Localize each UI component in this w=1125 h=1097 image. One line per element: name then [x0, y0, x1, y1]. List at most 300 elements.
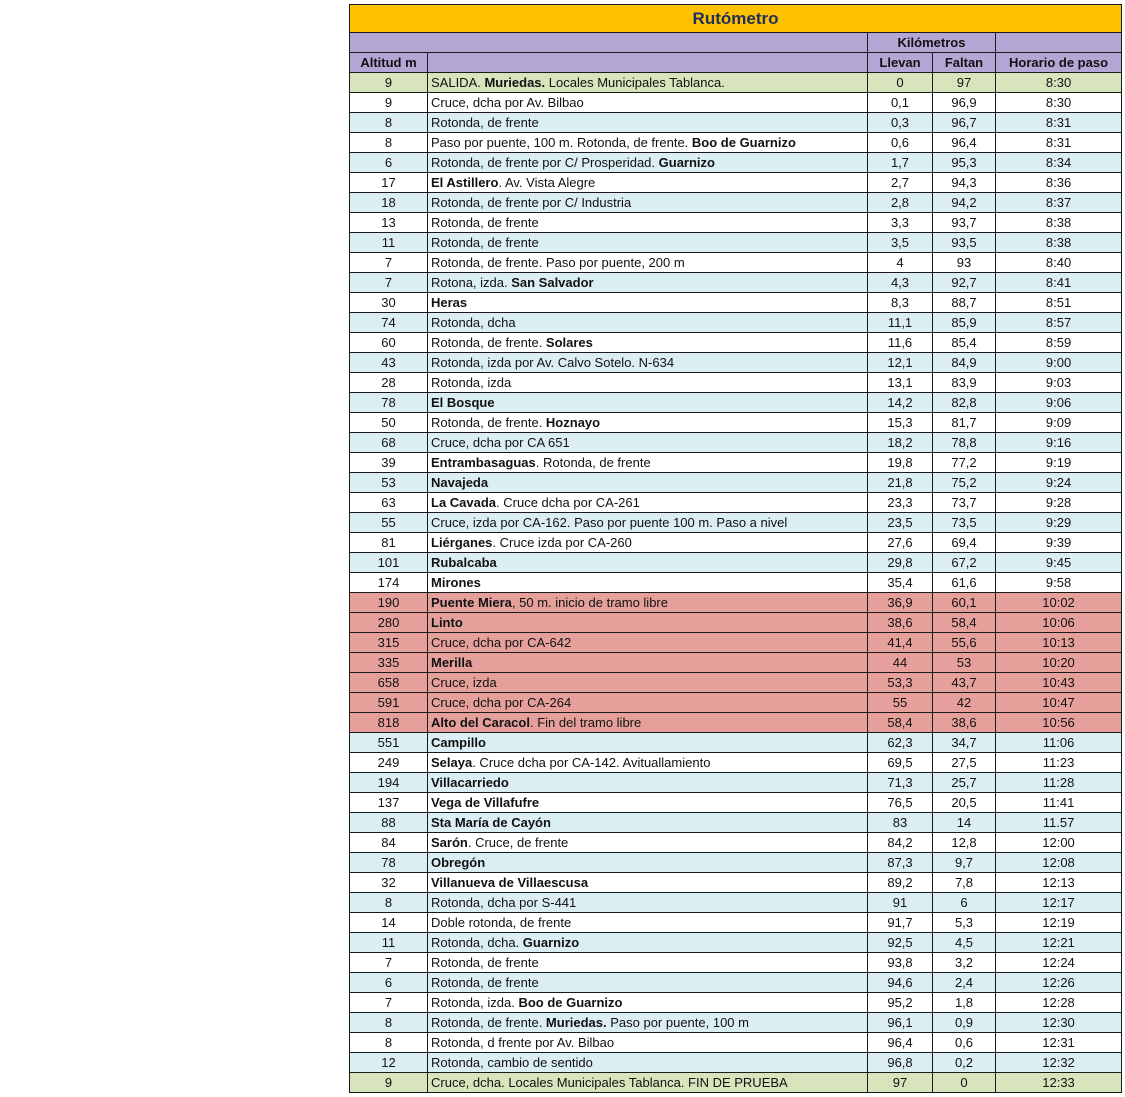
- km-left-cell: 78,8: [933, 433, 996, 453]
- description-text: , 50 m. inicio de tramo libre: [511, 595, 668, 610]
- km-done-cell: 15,3: [868, 413, 933, 433]
- table-row: [350, 773, 1122, 793]
- km-left-cell: 55,6: [933, 633, 996, 653]
- place-name: Sta María de Cayón: [431, 815, 551, 830]
- km-left-cell: 14: [933, 813, 996, 833]
- description-text: Rotonda, dcha.: [431, 935, 523, 950]
- km-left-cell: 93: [933, 253, 996, 273]
- km-done-cell: 84,2: [868, 833, 933, 853]
- km-left-cell: 5,3: [933, 913, 996, 933]
- place-name: Sarón: [431, 835, 468, 850]
- route-table-body: [350, 5, 1122, 1093]
- time-cell: 10:56: [996, 713, 1122, 733]
- km-left-cell: 38,6: [933, 713, 996, 733]
- km-left-cell: 7,8: [933, 873, 996, 893]
- altitude-cell: 11: [350, 933, 428, 953]
- description-text: Cruce, dcha. Locales Municipales Tablanca. FIN DE PRUEBA: [431, 1075, 788, 1090]
- table-row: [350, 133, 1122, 153]
- km-left-cell: 84,9: [933, 353, 996, 373]
- km-done-cell: 35,4: [868, 573, 933, 593]
- place-name: Rubalcaba: [431, 555, 497, 570]
- description-text: Rotonda, de frente.: [431, 415, 546, 430]
- km-done-cell: 21,8: [868, 473, 933, 493]
- km-left-cell: 0: [933, 1073, 996, 1093]
- table-row: [350, 493, 1122, 513]
- altitude-cell: 12: [350, 1053, 428, 1073]
- altitude-cell: 7: [350, 253, 428, 273]
- time-cell: 11:06: [996, 733, 1122, 753]
- description-text: Rotonda, dcha: [431, 315, 516, 330]
- description-cell: [428, 613, 868, 633]
- time-cell: 12:33: [996, 1073, 1122, 1093]
- table-row: [350, 253, 1122, 273]
- description-cell: [428, 473, 868, 493]
- place-name: Muriedas.: [545, 1015, 607, 1030]
- description-cell: [428, 653, 868, 673]
- altitude-cell: 28: [350, 373, 428, 393]
- place-name: Solares: [545, 335, 593, 350]
- time-cell: 8:59: [996, 333, 1122, 353]
- km-done-cell: 0,1: [868, 93, 933, 113]
- header-spacer-time: [996, 33, 1122, 53]
- altitude-cell: 315: [350, 633, 428, 653]
- km-left-cell: 77,2: [933, 453, 996, 473]
- altitude-cell: 7: [350, 273, 428, 293]
- sheet-title: Rutómetro: [350, 5, 1122, 33]
- km-left-cell: 0,6: [933, 1033, 996, 1053]
- altitude-cell: 78: [350, 393, 428, 413]
- time-cell: 12:00: [996, 833, 1122, 853]
- time-cell: 9:58: [996, 573, 1122, 593]
- description-cell: [428, 153, 868, 173]
- altitude-cell: 50: [350, 413, 428, 433]
- km-done-cell: 71,3: [868, 773, 933, 793]
- km-left-cell: 83,9: [933, 373, 996, 393]
- altitude-cell: 190: [350, 593, 428, 613]
- place-name: Heras: [431, 295, 468, 310]
- place-name: La Cavada: [431, 495, 497, 510]
- time-cell: 10:13: [996, 633, 1122, 653]
- km-done-cell: 41,4: [868, 633, 933, 653]
- km-done-cell: 13,1: [868, 373, 933, 393]
- km-left-cell: 94,3: [933, 173, 996, 193]
- description-cell: [428, 813, 868, 833]
- km-done-cell: 94,6: [868, 973, 933, 993]
- km-done-cell: 3,5: [868, 233, 933, 253]
- km-left-cell: 75,2: [933, 473, 996, 493]
- km-left-cell: 3,2: [933, 953, 996, 973]
- table-row: [350, 113, 1122, 133]
- table-row: [350, 293, 1122, 313]
- description-cell: [428, 173, 868, 193]
- km-left-cell: 96,7: [933, 113, 996, 133]
- time-cell: 9:06: [996, 393, 1122, 413]
- description-cell: [428, 433, 868, 453]
- description-cell: [428, 553, 868, 573]
- place-name: Villanueva de Villaescusa: [431, 875, 589, 890]
- description-text: . Cruce, de frente: [467, 835, 569, 850]
- km-done-cell: 23,3: [868, 493, 933, 513]
- time-cell: 12:32: [996, 1053, 1122, 1073]
- km-done-cell: 14,2: [868, 393, 933, 413]
- km-done-cell: 69,5: [868, 753, 933, 773]
- table-row: [350, 273, 1122, 293]
- altitude-cell: 74: [350, 313, 428, 333]
- description-text: Paso por puente, 100 m. Rotonda, de frente.: [431, 135, 692, 150]
- description-cell: [428, 753, 868, 773]
- altitude-cell: 9: [350, 93, 428, 113]
- table-row: [350, 313, 1122, 333]
- time-cell: 9:24: [996, 473, 1122, 493]
- description-cell: [428, 133, 868, 153]
- altitude-cell: 39: [350, 453, 428, 473]
- km-left-cell: 60,1: [933, 593, 996, 613]
- description-text: . Cruce dcha por CA-261: [496, 495, 640, 510]
- altitude-cell: 101: [350, 553, 428, 573]
- km-done-cell: 38,6: [868, 613, 933, 633]
- place-name: Campillo: [431, 735, 486, 750]
- description-cell: [428, 113, 868, 133]
- table-row: [350, 473, 1122, 493]
- place-name: San Salvador: [511, 275, 594, 290]
- time-cell: 9:28: [996, 493, 1122, 513]
- km-done-cell: 44: [868, 653, 933, 673]
- km-done-cell: 96,4: [868, 1033, 933, 1053]
- description-text: Locales Municipales Tablanca.: [545, 75, 725, 90]
- km-done-cell: 36,9: [868, 593, 933, 613]
- km-left-cell: 69,4: [933, 533, 996, 553]
- km-done-cell: 58,4: [868, 713, 933, 733]
- altitude-cell: 9: [350, 1073, 428, 1093]
- header-time: Horario de paso: [996, 53, 1122, 73]
- time-cell: 9:03: [996, 373, 1122, 393]
- place-name: Selaya: [431, 755, 473, 770]
- km-done-cell: 0,3: [868, 113, 933, 133]
- description-text: Rotonda, d frente por Av. Bilbao: [431, 1035, 615, 1050]
- column-header-row: [350, 53, 1122, 73]
- description-cell: [428, 93, 868, 113]
- km-left-cell: 43,7: [933, 673, 996, 693]
- description-text: Rotonda, de frente: [431, 955, 539, 970]
- km-done-cell: 19,8: [868, 453, 933, 473]
- table-row: [350, 513, 1122, 533]
- km-left-cell: 25,7: [933, 773, 996, 793]
- place-name: Entrambasaguas: [431, 455, 536, 470]
- time-cell: 9:16: [996, 433, 1122, 453]
- table-row: [350, 413, 1122, 433]
- km-done-cell: 11,6: [868, 333, 933, 353]
- description-cell: [428, 493, 868, 513]
- table-row: [350, 193, 1122, 213]
- km-left-cell: 4,5: [933, 933, 996, 953]
- description-text: Rotona, izda.: [431, 275, 512, 290]
- description-cell: [428, 893, 868, 913]
- km-left-cell: 27,5: [933, 753, 996, 773]
- km-left-cell: 53: [933, 653, 996, 673]
- description-text: Rotonda, izda.: [431, 995, 519, 1010]
- table-row: [350, 633, 1122, 653]
- altitude-cell: 280: [350, 613, 428, 633]
- description-text: . Fin del tramo libre: [529, 715, 642, 730]
- km-left-cell: 73,5: [933, 513, 996, 533]
- km-left-cell: 2,4: [933, 973, 996, 993]
- time-cell: 12:21: [996, 933, 1122, 953]
- description-text: Rotonda, de frente por C/ Industria: [431, 195, 632, 210]
- place-name: Guarnizo: [658, 155, 715, 170]
- table-row: [350, 593, 1122, 613]
- description-cell: [428, 373, 868, 393]
- table-row: [350, 73, 1122, 93]
- place-name: Liérganes: [431, 535, 493, 550]
- km-done-cell: 76,5: [868, 793, 933, 813]
- time-cell: 8:38: [996, 213, 1122, 233]
- km-left-cell: 20,5: [933, 793, 996, 813]
- description-cell: [428, 413, 868, 433]
- description-text: Rotonda, cambio de sentido: [431, 1055, 593, 1070]
- km-done-cell: 62,3: [868, 733, 933, 753]
- description-text: Cruce, izda: [431, 675, 497, 690]
- description-cell: [428, 313, 868, 333]
- place-name: Boo de Guarnizo: [691, 135, 796, 150]
- description-cell: [428, 1033, 868, 1053]
- table-row: [350, 873, 1122, 893]
- place-name: Obregón: [431, 855, 486, 870]
- description-cell: [428, 733, 868, 753]
- km-left-cell: 6: [933, 893, 996, 913]
- place-name: Alto del Caracol: [431, 715, 530, 730]
- altitude-cell: 17: [350, 173, 428, 193]
- km-done-cell: 2,8: [868, 193, 933, 213]
- altitude-cell: 43: [350, 353, 428, 373]
- description-text: Cruce, dcha por Av. Bilbao: [431, 95, 584, 110]
- description-cell: [428, 393, 868, 413]
- km-done-cell: 97: [868, 1073, 933, 1093]
- altitude-cell: 8: [350, 1013, 428, 1033]
- place-name: Navajeda: [431, 475, 489, 490]
- km-done-cell: 4: [868, 253, 933, 273]
- km-left-cell: 1,8: [933, 993, 996, 1013]
- km-left-cell: 88,7: [933, 293, 996, 313]
- place-name: Villacarriedo: [431, 775, 509, 790]
- altitude-cell: 8: [350, 113, 428, 133]
- km-left-cell: 85,9: [933, 313, 996, 333]
- altitude-cell: 13: [350, 213, 428, 233]
- km-done-cell: 87,3: [868, 853, 933, 873]
- time-cell: 8:34: [996, 153, 1122, 173]
- altitude-cell: 249: [350, 753, 428, 773]
- km-left-cell: 85,4: [933, 333, 996, 353]
- time-cell: 12:19: [996, 913, 1122, 933]
- altitude-cell: 14: [350, 913, 428, 933]
- km-left-cell: 82,8: [933, 393, 996, 413]
- table-row: [350, 213, 1122, 233]
- time-cell: 12:30: [996, 1013, 1122, 1033]
- description-text: Cruce, dcha por CA-264: [431, 695, 572, 710]
- table-row: [350, 393, 1122, 413]
- description-cell: [428, 973, 868, 993]
- time-cell: 11.57: [996, 813, 1122, 833]
- altitude-cell: 9: [350, 73, 428, 93]
- km-left-cell: 96,4: [933, 133, 996, 153]
- table-row: [350, 353, 1122, 373]
- table-row: [350, 173, 1122, 193]
- description-text: Rotonda, izda por Av. Calvo Sotelo. N-634: [431, 355, 675, 370]
- km-left-cell: 94,2: [933, 193, 996, 213]
- table-row: [350, 453, 1122, 473]
- time-cell: 9:00: [996, 353, 1122, 373]
- description-text: Cruce, dcha por CA-642: [431, 635, 572, 650]
- altitude-cell: 55: [350, 513, 428, 533]
- table-row: [350, 533, 1122, 553]
- place-name: Vega de Villafufre: [431, 795, 540, 810]
- description-cell: [428, 773, 868, 793]
- table-row: [350, 673, 1122, 693]
- time-cell: 8:57: [996, 313, 1122, 333]
- header-km-left: Faltan: [933, 53, 996, 73]
- description-cell: [428, 933, 868, 953]
- km-left-cell: 34,7: [933, 733, 996, 753]
- altitude-cell: 11: [350, 233, 428, 253]
- table-row: [350, 753, 1122, 773]
- table-row: [350, 913, 1122, 933]
- altitude-cell: 81: [350, 533, 428, 553]
- table-row: [350, 893, 1122, 913]
- description-cell: [428, 273, 868, 293]
- time-cell: 8:31: [996, 113, 1122, 133]
- altitude-cell: 32: [350, 873, 428, 893]
- description-cell: [428, 1053, 868, 1073]
- km-left-cell: 93,5: [933, 233, 996, 253]
- description-cell: [428, 233, 868, 253]
- time-cell: 12:26: [996, 973, 1122, 993]
- route-table: [349, 4, 1122, 1093]
- time-cell: 8:38: [996, 233, 1122, 253]
- km-done-cell: 91,7: [868, 913, 933, 933]
- description-cell: [428, 193, 868, 213]
- title-row: [350, 5, 1122, 33]
- header-km-done: Llevan: [868, 53, 933, 73]
- km-done-cell: 23,5: [868, 513, 933, 533]
- altitude-cell: 174: [350, 573, 428, 593]
- description-cell: [428, 693, 868, 713]
- table-row: [350, 653, 1122, 673]
- description-cell: [428, 853, 868, 873]
- table-row: [350, 713, 1122, 733]
- description-cell: [428, 533, 868, 553]
- description-text: Rotonda, de frente.: [431, 1015, 546, 1030]
- table-row: [350, 553, 1122, 573]
- km-left-cell: 92,7: [933, 273, 996, 293]
- km-done-cell: 91: [868, 893, 933, 913]
- km-done-cell: 8,3: [868, 293, 933, 313]
- description-cell: [428, 993, 868, 1013]
- place-name: Muriedas.: [484, 75, 546, 90]
- altitude-cell: 8: [350, 133, 428, 153]
- header-description: [428, 53, 868, 73]
- place-name: Linto: [431, 615, 463, 630]
- table-row: [350, 953, 1122, 973]
- description-cell: [428, 673, 868, 693]
- time-cell: 9:29: [996, 513, 1122, 533]
- time-cell: 8:40: [996, 253, 1122, 273]
- description-text: Rotonda, de frente. Paso por puente, 200 m: [431, 255, 685, 270]
- km-done-cell: 11,1: [868, 313, 933, 333]
- table-row: [350, 813, 1122, 833]
- table-row: [350, 1033, 1122, 1053]
- km-left-cell: 42: [933, 693, 996, 713]
- description-text: . Cruce dcha por CA-142. Avituallamiento: [472, 755, 711, 770]
- group-header-row: [350, 33, 1122, 53]
- description-text: Rotonda, de frente por C/ Prosperidad.: [431, 155, 659, 170]
- km-left-cell: 0,2: [933, 1053, 996, 1073]
- altitude-cell: 78: [350, 853, 428, 873]
- km-done-cell: 12,1: [868, 353, 933, 373]
- time-cell: 8:36: [996, 173, 1122, 193]
- place-name: El Astillero: [431, 175, 499, 190]
- description-cell: [428, 213, 868, 233]
- description-cell: [428, 573, 868, 593]
- description-text: Rotonda, de frente: [431, 215, 539, 230]
- table-row: [350, 853, 1122, 873]
- km-left-cell: 93,7: [933, 213, 996, 233]
- altitude-cell: 18: [350, 193, 428, 213]
- table-row: [350, 733, 1122, 753]
- description-cell: [428, 793, 868, 813]
- altitude-cell: 8: [350, 1033, 428, 1053]
- km-done-cell: 96,8: [868, 1053, 933, 1073]
- description-text: Cruce, dcha por CA 651: [431, 435, 570, 450]
- km-done-cell: 0,6: [868, 133, 933, 153]
- time-cell: 9:39: [996, 533, 1122, 553]
- time-cell: 11:28: [996, 773, 1122, 793]
- km-done-cell: 92,5: [868, 933, 933, 953]
- time-cell: 8:30: [996, 73, 1122, 93]
- description-text: Rotonda, dcha por S-441: [431, 895, 577, 910]
- km-done-cell: 89,2: [868, 873, 933, 893]
- description-cell: [428, 873, 868, 893]
- time-cell: 11:23: [996, 753, 1122, 773]
- description-cell: [428, 713, 868, 733]
- altitude-cell: 6: [350, 973, 428, 993]
- table-row: [350, 993, 1122, 1013]
- km-done-cell: 2,7: [868, 173, 933, 193]
- table-row: [350, 153, 1122, 173]
- description-text: Rotonda, izda: [431, 375, 512, 390]
- altitude-cell: 137: [350, 793, 428, 813]
- place-name: Guarnizo: [522, 935, 580, 950]
- time-cell: 8:51: [996, 293, 1122, 313]
- time-cell: 12:24: [996, 953, 1122, 973]
- km-left-cell: 12,8: [933, 833, 996, 853]
- altitude-cell: 53: [350, 473, 428, 493]
- km-left-cell: 9,7: [933, 853, 996, 873]
- altitude-cell: 8: [350, 893, 428, 913]
- table-row: [350, 973, 1122, 993]
- altitude-cell: 818: [350, 713, 428, 733]
- description-cell: [428, 633, 868, 653]
- time-cell: 10:06: [996, 613, 1122, 633]
- time-cell: 8:30: [996, 93, 1122, 113]
- description-text: Rotonda, de frente: [431, 235, 539, 250]
- table-row: [350, 1013, 1122, 1033]
- altitude-cell: 68: [350, 433, 428, 453]
- time-cell: 9:09: [996, 413, 1122, 433]
- km-left-cell: 95,3: [933, 153, 996, 173]
- altitude-cell: 6: [350, 153, 428, 173]
- table-row: [350, 233, 1122, 253]
- km-left-cell: 67,2: [933, 553, 996, 573]
- km-left-cell: 58,4: [933, 613, 996, 633]
